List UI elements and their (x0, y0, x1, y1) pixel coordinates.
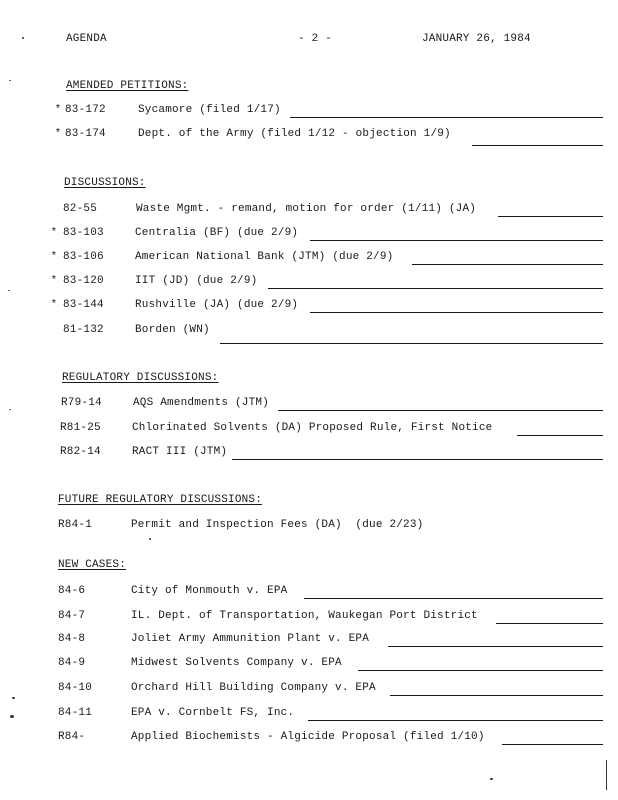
list-item (0, 707, 618, 721)
signature-line (358, 670, 603, 671)
case-number: 83-144 (63, 299, 104, 311)
signature-line (517, 435, 603, 436)
case-number: 84-8 (58, 633, 86, 645)
scan-speck (149, 538, 151, 540)
case-description: Sycamore (filed 1/17) (138, 104, 281, 116)
case-description: RACT III (JTM) (132, 446, 228, 458)
case-description: AQS Amendments (JTM) (133, 397, 270, 409)
case-description: Joliet Army Ammunition Plant v. EPA (131, 633, 370, 645)
signature-line (268, 288, 603, 289)
page-number: - 2 - (298, 33, 333, 45)
priority-asterisk: * (50, 227, 58, 239)
priority-asterisk: * (54, 128, 62, 140)
document-title: AGENDA (66, 33, 107, 45)
signature-line (390, 695, 603, 696)
list-item (0, 227, 618, 241)
list-item (0, 585, 618, 599)
case-description: EPA v. Cornbelt FS, Inc. (131, 707, 295, 719)
signature-line (472, 145, 603, 146)
priority-asterisk: * (50, 251, 58, 263)
case-number: R79-14 (61, 397, 102, 409)
signature-line (308, 720, 603, 721)
list-item (0, 731, 618, 745)
list-item (0, 422, 618, 436)
case-number: 83-174 (65, 128, 106, 140)
signature-line (278, 410, 603, 411)
signature-line (502, 744, 603, 745)
case-number: 84-6 (58, 585, 86, 597)
list-item (0, 397, 618, 411)
case-number: R82-14 (60, 446, 101, 458)
scan-speck (10, 715, 14, 718)
case-number: 82-55 (63, 203, 98, 215)
scan-speck (490, 778, 493, 780)
list-item (0, 682, 618, 696)
case-description: City of Monmouth v. EPA (131, 585, 288, 597)
case-number: R81-25 (60, 422, 101, 434)
list-item (0, 251, 618, 265)
section-heading-new-cases: NEW CASES: (58, 559, 127, 571)
case-number: 83-172 (65, 104, 106, 116)
case-number: 83-120 (63, 275, 104, 287)
scan-speck (8, 290, 10, 291)
section-heading-future-regulatory-discussions: FUTURE REGULATORY DISCUSSIONS: (58, 494, 263, 506)
signature-line (496, 623, 603, 624)
case-number: 83-103 (63, 227, 104, 239)
case-description: Centralia (BF) (due 2/9) (135, 227, 299, 239)
list-item (0, 128, 618, 142)
case-number: 83-106 (63, 251, 104, 263)
list-item (0, 610, 618, 624)
signature-line (498, 216, 603, 217)
signature-line (304, 598, 603, 599)
section-heading-discussions: DISCUSSIONS: (64, 177, 146, 189)
list-item (0, 203, 618, 217)
list-item (0, 275, 618, 289)
list-item (0, 104, 618, 118)
list-item (0, 446, 618, 460)
case-description: Permit and Inspection Fees (DA) (due 2/23) (131, 519, 424, 531)
signature-line (220, 343, 603, 344)
list-item (0, 299, 618, 313)
scan-speck (9, 409, 11, 410)
signature-line (310, 240, 603, 241)
signature-line (310, 312, 603, 313)
case-description: Rushville (JA) (due 2/9) (135, 299, 299, 311)
case-description: Chlorinated Solvents (DA) Proposed Rule, First Notice (132, 422, 493, 434)
list-item (0, 519, 618, 533)
signature-line (412, 264, 603, 265)
case-description: American National Bank (JTM) (due 2/9) (135, 251, 394, 263)
scan-speck (9, 80, 11, 81)
case-number: R84- (58, 731, 86, 743)
priority-asterisk: * (50, 275, 58, 287)
document-date: JANUARY 26, 1984 (422, 33, 531, 45)
case-description: Dept. of the Army (filed 1/12 - objection 1/9) (138, 128, 451, 140)
case-description: Orchard Hill Building Company v. EPA (131, 682, 376, 694)
list-item (0, 657, 618, 671)
case-number: R84-1 (58, 519, 93, 531)
case-number: 81-132 (63, 324, 104, 336)
priority-asterisk: * (50, 299, 58, 311)
case-description: Borden (WN) (135, 324, 210, 336)
case-number: 84-10 (58, 682, 93, 694)
signature-line (232, 459, 603, 460)
list-item (0, 324, 618, 338)
case-description: Midwest Solvents Company v. EPA (131, 657, 342, 669)
case-description: IIT (JD) (due 2/9) (135, 275, 258, 287)
case-number: 84-7 (58, 610, 86, 622)
scan-speck (12, 697, 15, 699)
case-number: 84-9 (58, 657, 86, 669)
case-description: Waste Mgmt. - remand, motion for order (1/11) (JA) (136, 203, 477, 215)
priority-asterisk: * (54, 104, 62, 116)
scan-speck (606, 760, 607, 790)
section-heading-regulatory-discussions: REGULATORY DISCUSSIONS: (62, 372, 219, 384)
scan-speck (22, 37, 24, 39)
case-number: 84-11 (58, 707, 93, 719)
signature-line (388, 646, 603, 647)
case-description: IL. Dept. of Transportation, Waukegan Port District (131, 610, 478, 622)
signature-line (290, 117, 603, 118)
case-description: Applied Biochemists - Algicide Proposal (filed 1/10) (131, 731, 485, 743)
section-heading-amended-petitions: AMENDED PETITIONS: (66, 80, 189, 92)
list-item (0, 633, 618, 647)
